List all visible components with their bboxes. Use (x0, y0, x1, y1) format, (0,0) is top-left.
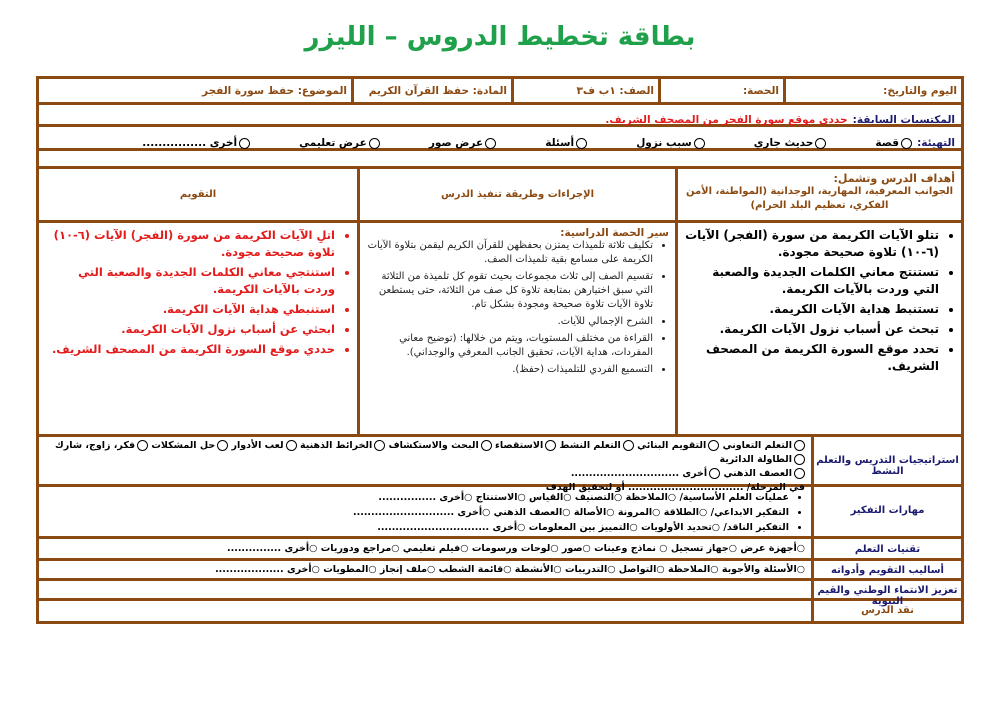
spacer-row (39, 151, 961, 169)
strategy-option[interactable]: لعب الأدوار (231, 440, 296, 451)
radio-icon (545, 440, 556, 451)
radio-icon (794, 468, 805, 479)
intro-row (39, 127, 961, 151)
strategies-row (39, 437, 961, 493)
evaluation-item: • استنبطي هداية الآيات الكريمة. (45, 301, 335, 318)
evaluation-item: • حددي موقع السورة الكريمة من المصحف الشريف. (45, 341, 335, 358)
intro-option[interactable]: عرض تعليمي (299, 137, 380, 149)
objectives-cell (675, 223, 961, 434)
main-content-row (39, 223, 961, 437)
strategy-option[interactable]: التعلم التعاوني (723, 440, 805, 451)
topic-cell: الموضوع: حفظ سورة الفجر (202, 85, 347, 97)
strategies-line (45, 439, 805, 467)
page-title: بطاقة تخطيط الدروس – الليزر (304, 22, 696, 52)
radio-icon (576, 138, 587, 149)
objective-item: • تستنبط هداية الآيات الكريمة. (684, 301, 939, 318)
procedures-cell (357, 223, 675, 434)
subject-cell: المادة: حفظ القرآن الكريم (351, 79, 511, 102)
tech-label-cell: تقنيات التعلم (811, 539, 961, 558)
strategy-option[interactable]: حل المشكلات (151, 440, 228, 451)
thinking-line: • التفكير الابداعي/ ○الطلاقة ○المرونة ○الأصالة ○العصف الذهني ○أخرى ............................ (45, 505, 789, 520)
values-label-cell: تعزيز الانتماء الوطني والقيم النبوية (811, 581, 961, 598)
evaluation-item: • ابحثي عن أسباب نزول الآيات الكريمة. (45, 321, 335, 338)
objective-item: • تحدد موقع السورة الكريمة من المصحف الشريف. (684, 341, 939, 375)
strategy-option[interactable]: العصف الذهني (723, 468, 805, 479)
objective-item: • تبحث عن أسباب نزول الآيات الكريمة. (684, 321, 939, 338)
strategy-option[interactable]: أخرى .............................. (571, 468, 720, 479)
intro-option[interactable]: قصة (875, 137, 912, 149)
radio-icon (708, 440, 719, 451)
radio-icon (374, 440, 385, 451)
procedure-item: • القراءة من مختلف المستويات، ويتم من خلالها: (توضيح معاني المفردات، هداية الآيات، تحقيق الجانب المعرفي والوجداني). (366, 332, 653, 360)
day-date-cell: اليوم والتاريخ: (783, 79, 961, 102)
evaluation-item: • اتلِ الآيات الكريمة من سورة (الفجر) الآيات (٦-١٠) تلاوة صحيحة مجودة. (45, 227, 335, 261)
radio-icon (485, 138, 496, 149)
radio-icon (623, 440, 634, 451)
critique-label-cell: نقد الدرس (811, 601, 961, 621)
radio-icon (137, 440, 148, 451)
intro-label: التهيئة: (917, 137, 955, 149)
header-row (39, 79, 961, 105)
thinking-line: • عمليات العلم الأساسية/ ○الملاحظة ○التصنيف ○القياس ○الاستنتاج ○أخرى ................ (45, 490, 789, 505)
prior-row (39, 105, 961, 127)
evaluation-header: التقويم (179, 189, 217, 200)
critique-row (39, 601, 961, 621)
strategies-line (45, 467, 805, 481)
radio-icon (815, 138, 826, 149)
radio-icon (709, 468, 720, 479)
objectives-header: أهداف الدرس وتشمل: الجوانب المعرفية، المهارية، الوجدانية (المواطنة، الأمن الفكري، تعظيم البلد الحرام) (675, 169, 961, 220)
procedure-item: • الشرح الإجمالي للآيات. (366, 315, 653, 329)
strategy-option[interactable]: الاستقصاء (495, 440, 556, 451)
strategy-option[interactable]: الخرائط الذهنية (300, 440, 385, 451)
period-cell: الحصة: (658, 79, 783, 102)
thinking-row (39, 487, 961, 539)
lesson-card (36, 76, 964, 624)
procedure-item: • التسميع الفردي للتلميذات (حفظ). (366, 363, 653, 377)
procedures-title: سير الحصة الدراسية: (560, 227, 669, 239)
intro-option[interactable]: عرض صور (429, 137, 496, 149)
strategy-option[interactable]: البحث والاستكشاف (389, 440, 492, 451)
evaluation-item: • استنتجي معاني الكلمات الجديدة والصعبة التي وردت بالآيات الكريمة. (45, 264, 335, 298)
prior-value: حددي موقع سورة الفجر من المصحف الشريف. (605, 114, 848, 126)
prior-label: المكتسبات السابقة: (852, 114, 955, 126)
strategy-option[interactable]: التعلم النشط (560, 440, 634, 451)
thinking-line: • التفكير الناقد/ ○تحديد الأولويات ○التمييز بين المعلومات ○أخرى ............................... (45, 520, 789, 535)
radio-icon (901, 138, 912, 149)
strategies-stage: في المرحلة/ ................................ أو لتحقيق الهدف (545, 482, 805, 493)
objective-item: • تتلو الآيات الكريمة من سورة (الفجر) الآيات (٦-١٠) تلاوة صحيحة مجودة. (684, 227, 939, 261)
procedure-item: • تكليف ثلاثة تلميذات يمتزن بحفظهن للقرآن الكريم ليقمن بتلاوة الآيات الكريمة على مسامع بقية تلميذات الصف. (366, 239, 653, 267)
strategy-option[interactable]: التقويم البنائي (637, 440, 719, 451)
thinking-label-cell: مهارات التفكير (811, 487, 961, 536)
radio-icon (239, 138, 250, 149)
strategies-label-cell: استراتيجيات التدريس والتعلم النشط (811, 437, 961, 484)
procedures-header: الإجراءات وطريقة تنفيذ الدرس (357, 169, 675, 220)
tech-options[interactable]: ○أجهزة عرض ○جهاز تسجيل ○ نماذج وعينات ○صور ○لوحات ورسومات ○فيلم تعليمي ○مراجع ودوريات ○أخرى ............... (227, 543, 805, 554)
radio-icon (481, 440, 492, 451)
objective-item: • تستنتج معاني الكلمات الجديدة والصعبة التي وردت بالآيات الكريمة. (684, 264, 939, 298)
intro-option[interactable]: حديث جاري (754, 137, 827, 149)
radio-icon (694, 138, 705, 149)
columns-header-row (39, 169, 961, 223)
intro-option[interactable]: أخرى ................ (142, 137, 250, 149)
procedure-item: • تقسيم الصف إلى ثلاث مجموعات بحيث تقوم كل تلميذة من الثلاثة التي سبق اختيارهن بمتابعة تلاوة كل صف من الثلاثة، حتى يستطعن تلاوة الآيات تلاوة صحيحة ومجودة بشكل تام. (366, 270, 653, 312)
tech-row (39, 539, 961, 561)
intro-option[interactable]: أسئلة (545, 137, 587, 149)
radio-icon (794, 440, 805, 451)
strategy-option[interactable]: الطاولة الدائرية (719, 454, 805, 465)
assessment-row (39, 561, 961, 581)
radio-icon (217, 440, 228, 451)
radio-icon (369, 138, 380, 149)
assessment-label-cell: أساليب التقويم وأدواته (811, 561, 961, 578)
class-cell: الصف: ١ب ف٣ (511, 79, 658, 102)
radio-icon (286, 440, 297, 451)
intro-option[interactable]: سبب نزول (636, 137, 705, 149)
assessment-options[interactable]: ○الأسئلة والأجوبة ○الملاحظة ○التواصل ○التدريبات ○الأنشطة ○قائمة الشطب ○ملف إنجاز ○المطويات ○أخرى ................... (215, 564, 805, 575)
evaluation-cell (39, 223, 357, 434)
strategy-option[interactable]: فكر، زاوج، شارك (55, 440, 148, 451)
values-row (39, 581, 961, 607)
radio-icon (794, 454, 805, 465)
